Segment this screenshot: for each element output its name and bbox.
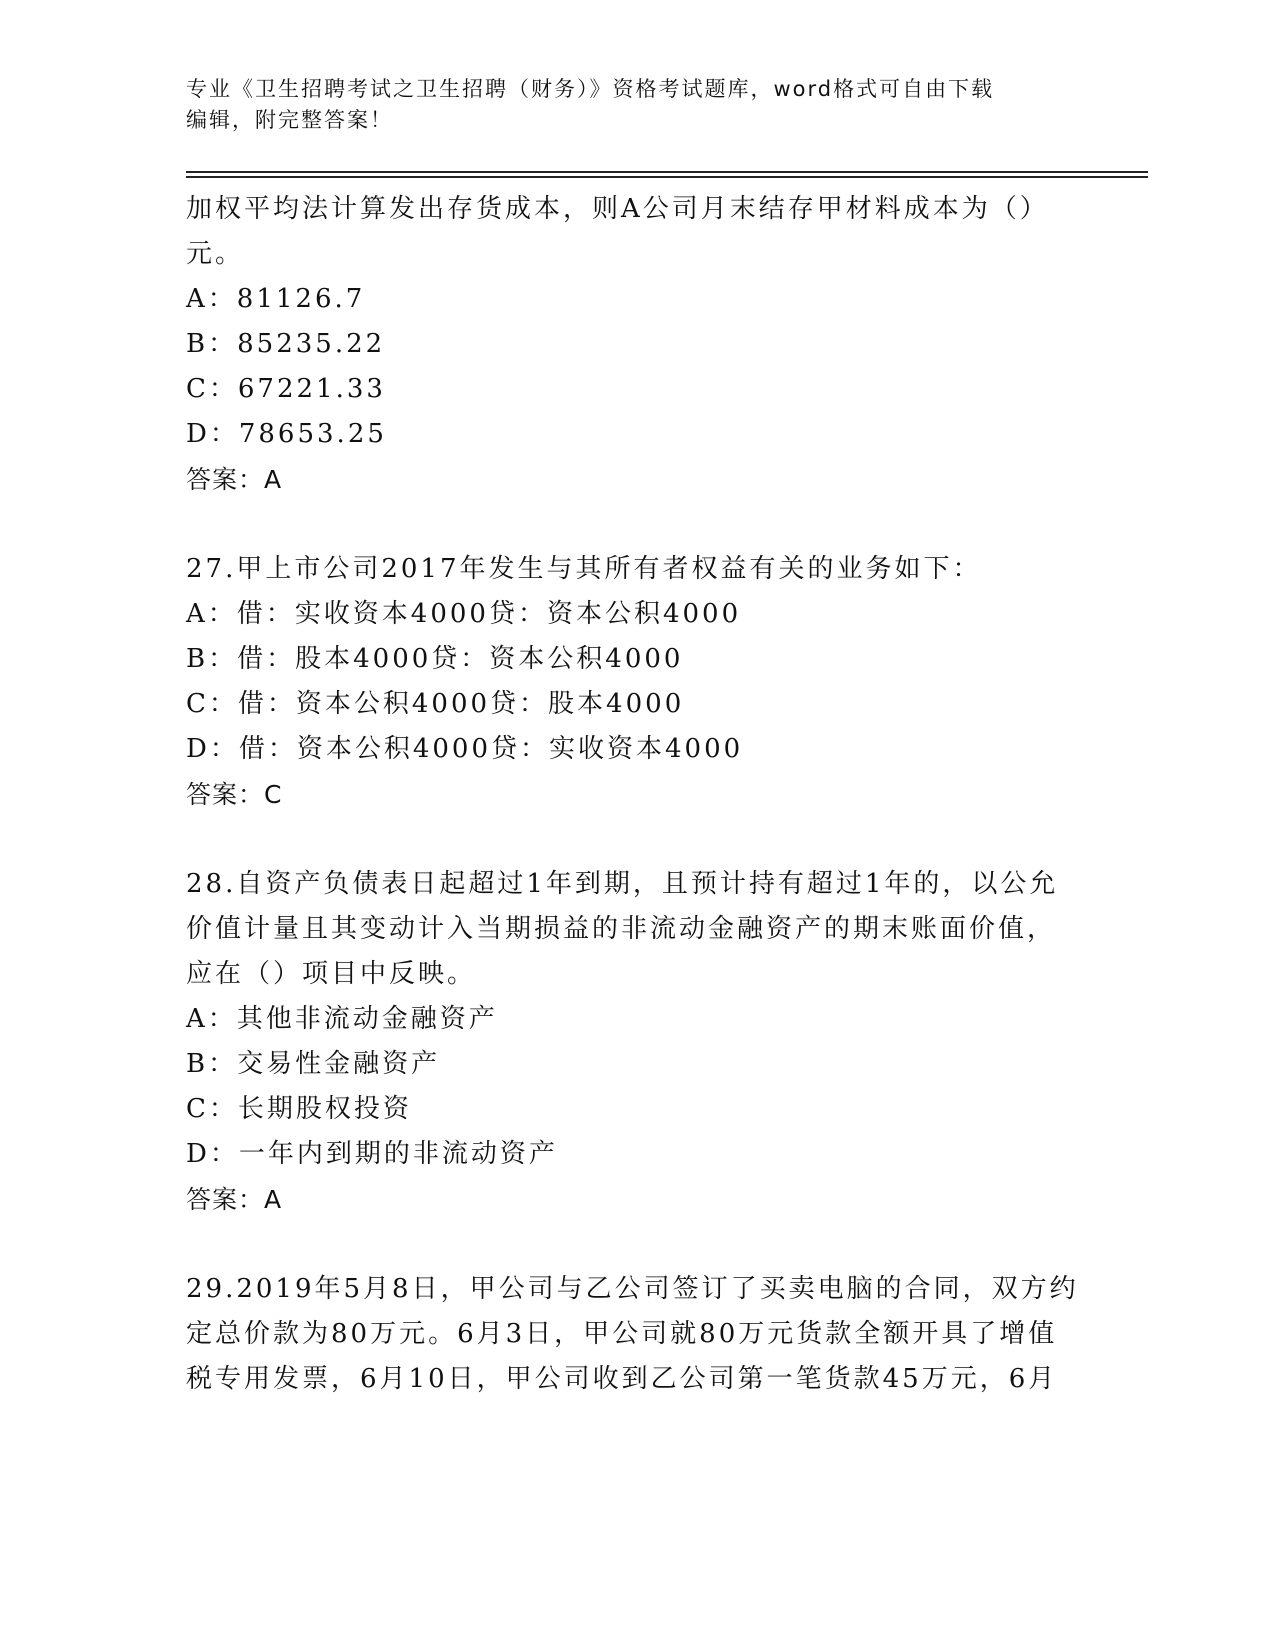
option-a: A：借：实收资本4000贷：资本公积4000 [186, 599, 742, 629]
header-line-2: 编辑，附完整答案！ [186, 108, 393, 132]
option-d: D：借：资本公积4000贷：实收资本4000 [186, 734, 744, 764]
option-d: D：78653.25 [186, 419, 387, 449]
option-c: C：长期股权投资 [186, 1094, 412, 1124]
document-header [186, 74, 1066, 136]
option-a: A：81126.7 [186, 284, 366, 314]
document-body [186, 187, 1086, 1402]
answer-label: 答案：A [186, 465, 283, 494]
option-d: D：一年内到期的非流动资产 [186, 1139, 558, 1169]
question-spacer [186, 817, 1086, 862]
option-b: B：85235.22 [186, 329, 386, 359]
option-b: B：交易性金融资产 [186, 1049, 441, 1079]
question-29 [186, 1267, 1086, 1402]
option-c: C：67221.33 [186, 374, 386, 404]
question-text-line: 28.自资产负债表日起超过1年到期，且预计持有超过1年的，以公允 [186, 869, 1059, 899]
header-line-1: 专业《卫生招聘考试之卫生招聘（财务）》资格考试题库，word格式可自由下载 [186, 77, 995, 101]
option-b: B：借：股本4000贷：资本公积4000 [186, 644, 684, 674]
question-spacer [186, 1222, 1086, 1267]
question-27 [186, 547, 1086, 817]
question-28 [186, 862, 1086, 1222]
question-text-line: 元。 [186, 239, 245, 269]
question-26 [186, 187, 1086, 502]
option-c: C：借：资本公积4000贷：股本4000 [186, 689, 685, 719]
question-text-line: 税专用发票，6月10日，甲公司收到乙公司第一笔货款45万元，6月 [186, 1364, 1058, 1394]
header-divider-top [186, 171, 1148, 173]
question-text-line: 应在（）项目中反映。 [186, 959, 477, 989]
question-text-line: 29.2019年5月8日，甲公司与乙公司签订了买卖电脑的合同，双方约 [186, 1274, 1079, 1304]
question-text-line: 价值计量且其变动计入当期损益的非流动金融资产的期末账面价值， [186, 914, 1057, 944]
question-spacer [186, 502, 1086, 547]
answer-label: 答案：C [186, 780, 283, 809]
answer-label: 答案：A [186, 1185, 283, 1214]
question-text-line: 定总价款为80万元。6月3日，甲公司就80万元货款全额开具了增值 [186, 1319, 1058, 1349]
question-text-line: 27.甲上市公司2017年发生与其所有者权益有关的业务如下： [186, 554, 982, 584]
question-text-line: 加权平均法计算发出存货成本，则A公司月末结存甲材料成本为（） [186, 194, 1049, 224]
option-a: A：其他非流动金融资产 [186, 1004, 498, 1034]
header-divider-bottom [186, 176, 1148, 178]
